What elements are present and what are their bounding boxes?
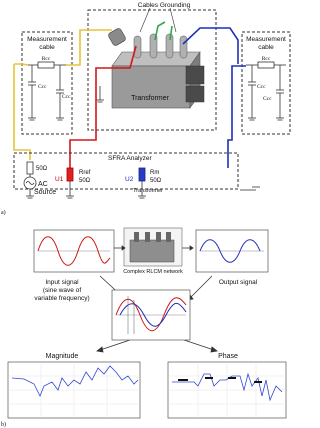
rlcm-caption: Complex RLCM network (123, 269, 183, 275)
output-signal-plot (196, 230, 268, 272)
right-rcc-label: Rcc (261, 56, 271, 62)
u1-label: U1 (55, 176, 64, 183)
magnitude-label: Magnitude (45, 353, 79, 360)
magnitude-plot (8, 362, 140, 418)
right-box-title-1: Measurement (246, 36, 286, 43)
output-signal-label: Output signal (218, 279, 258, 286)
rref-label: Rref (79, 170, 91, 176)
ac-source-label-2: Source (34, 189, 57, 196)
comparison-plot (112, 290, 190, 340)
grounding-pointer (140, 8, 150, 32)
left-rcc-label: Rcc (41, 56, 51, 62)
input-signal-plot (34, 230, 114, 272)
rm-value: 50Ω (150, 178, 162, 184)
input-signal-label-3: variable frequency) (34, 295, 90, 302)
left-box-title-1: Measurement (27, 36, 67, 43)
phase-plot (168, 362, 286, 418)
left-ccc2-label: Ccc (62, 94, 71, 100)
panel-a-label: a) (1, 210, 6, 216)
left-ccc1-label: Ccc (38, 84, 47, 90)
sfra-analyzer-title: SFRA Analyzer (108, 155, 152, 162)
rm-label: Rm (150, 170, 160, 176)
panel-b-label: b) (1, 422, 6, 428)
yellow-cable-top (14, 64, 28, 65)
phase-label: Phase (218, 353, 238, 360)
u2-label: U2 (125, 176, 134, 183)
right-ccc1-label: Ccc (257, 84, 266, 90)
rref-value: 50Ω (79, 178, 91, 184)
input-signal-label-2: (sine wave of (42, 287, 82, 294)
transformer-label: Transformer (131, 95, 169, 102)
cables-grounding-label: Cables Grounding (137, 2, 191, 9)
yellow-cable-to-transformer (66, 30, 112, 65)
left-cable-circuit (28, 62, 66, 120)
right-ccc2-label: Ccc (263, 96, 272, 102)
right-cable-circuit (246, 62, 286, 120)
source-resistor-label: 50Ω (36, 166, 48, 172)
rlcm-network-illustration (124, 228, 182, 266)
ac-source-label-1: AC (38, 181, 48, 188)
input-signal-label-1: Input signal (45, 279, 79, 286)
left-box-title-2: cable (39, 44, 55, 51)
right-box-title-2: cable (258, 44, 274, 51)
transformer-caption: Transformer (133, 188, 163, 194)
